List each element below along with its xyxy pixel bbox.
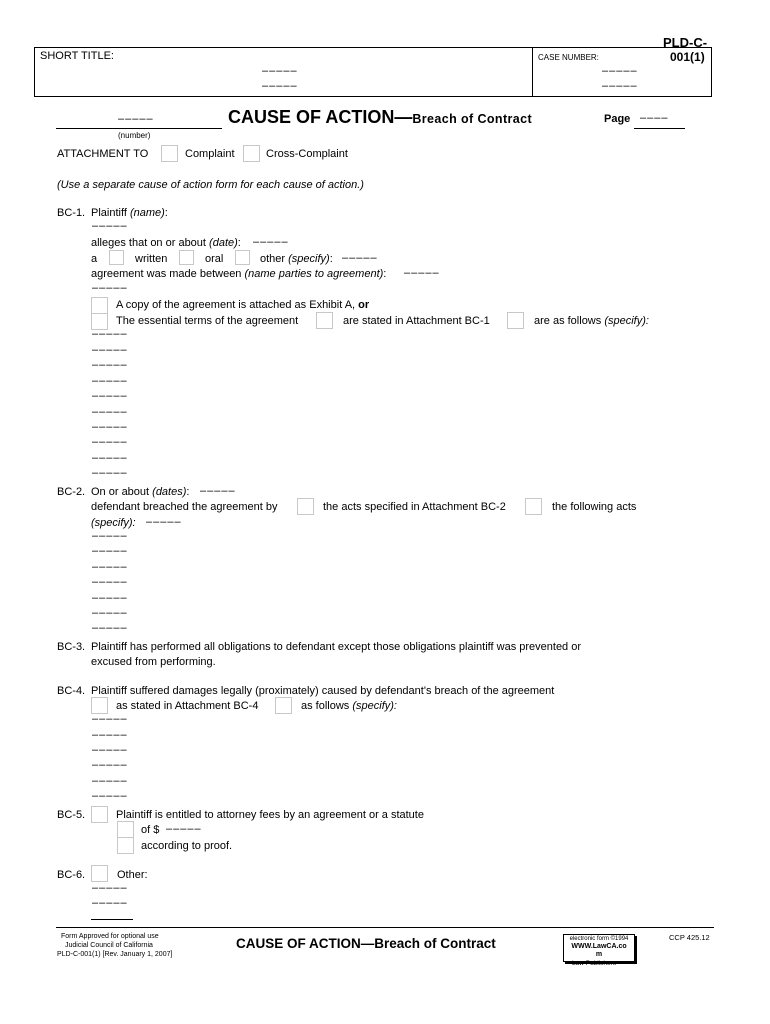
according-to-proof-checkbox[interactable] <box>117 837 134 854</box>
stamp-line-2: WWW.LawCA.co <box>571 943 627 950</box>
exhibit-a-or: or <box>358 299 370 311</box>
bc1-terms-line-6[interactable]: ––––– <box>92 406 128 418</box>
bc1-plaintiff-name-field[interactable]: ––––– <box>92 220 128 232</box>
cause-number-underline <box>56 128 222 129</box>
bc1-colon-4: : <box>383 268 387 280</box>
bc1-terms-line-9[interactable]: ––––– <box>92 452 128 464</box>
bc2-acts-line-2[interactable]: ––––– <box>92 545 128 557</box>
cross-complaint-label: Cross-Complaint <box>266 148 348 160</box>
bc1-terms-line-5[interactable]: ––––– <box>92 390 128 402</box>
case-number-field-2[interactable]: ––––– <box>602 80 638 92</box>
as-follows-bc4-checkbox[interactable] <box>275 697 292 714</box>
footer-ccp: CCP 425.12 <box>669 933 710 942</box>
publisher-stamp <box>563 934 635 962</box>
stamp-line-4: Law Publishers <box>572 960 617 967</box>
bc5-number: BC-5. <box>57 809 86 821</box>
bc4-damages-line-4[interactable]: ––––– <box>92 759 128 771</box>
bc1-terms-line-2[interactable]: ––––– <box>92 344 128 356</box>
bc6-other-label: Other: <box>117 869 148 881</box>
bc4-damages-line-5[interactable]: ––––– <box>92 775 128 787</box>
bc6-other-line-2[interactable]: ––––– <box>92 897 128 909</box>
bc3-line-2: excused from performing. <box>91 656 216 668</box>
bc1-name-parties-hint: (name parties to agreement) <box>244 268 384 280</box>
bc2-acts-line-3[interactable]: ––––– <box>92 561 128 573</box>
as-stated-bc4-checkbox[interactable] <box>91 697 108 714</box>
following-acts-label: the following acts <box>552 501 637 513</box>
bc1-parties-line <box>91 268 386 280</box>
bc1-terms-line-4[interactable]: ––––– <box>92 375 128 387</box>
oral-checkbox[interactable] <box>179 250 194 265</box>
oral-label: oral <box>205 253 224 265</box>
bc4-line-1: Plaintiff suffered damages legally (proximately) caused by defendant's breach of the agreement <box>91 685 555 697</box>
as-follows-bc1-hint: (specify): <box>604 315 649 327</box>
footer-approved-3: PLD-C-001(1) [Rev. January 1, 2007] <box>57 951 173 958</box>
page-label: Page <box>604 113 631 125</box>
short-title-field-1[interactable]: ––––– <box>262 65 298 77</box>
other-specify-field[interactable]: ––––– <box>342 252 378 264</box>
as-follows-bc1-checkbox[interactable] <box>507 312 524 329</box>
as-stated-bc4-label: as stated in Attachment BC-4 <box>116 700 259 712</box>
bc2-acts-line-4[interactable]: ––––– <box>92 576 128 588</box>
bc3-number: BC-3. <box>57 641 86 653</box>
according-to-proof-label: according to proof. <box>141 840 233 852</box>
bc1-name-hint: (name) <box>129 207 165 219</box>
other-checkbox[interactable] <box>235 250 250 265</box>
bc2-number: BC-2. <box>57 486 86 498</box>
as-follows-bc1-line <box>534 315 649 327</box>
page-number-underline <box>634 128 685 129</box>
bc4-damages-line-6[interactable]: ––––– <box>92 790 128 802</box>
bc2-breached-by: defendant breached the agreement by <box>91 501 278 513</box>
attachment-label: ATTACHMENT TO <box>57 148 149 160</box>
bc1-colon: : <box>164 207 168 219</box>
bc4-number: BC-4. <box>57 685 86 697</box>
case-number-label: CASE NUMBER: <box>538 53 599 62</box>
stated-in-bc1-checkbox[interactable] <box>316 312 333 329</box>
written-label: written <box>135 253 168 265</box>
bc2-dates-line <box>91 486 189 498</box>
stamp-line-1: electronic form ©1994 <box>569 936 629 942</box>
attorney-fees-checkbox[interactable] <box>91 806 108 823</box>
bc1-a: a <box>91 253 98 265</box>
bc1-plaintiff-line <box>91 207 168 219</box>
acts-specified-bc2-label: the acts specified in Attachment BC-2 <box>323 501 506 513</box>
essential-terms-label: The essential terms of the agreement <box>116 315 299 327</box>
bc1-terms-line-10[interactable]: ––––– <box>92 467 128 479</box>
bc4-damages-line-3[interactable]: ––––– <box>92 744 128 756</box>
bc2-dates-field[interactable]: ––––– <box>200 485 236 497</box>
bc1-date-hint: (date) <box>209 237 238 249</box>
bc1-agreement-between: agreement was made between <box>91 268 242 280</box>
bc4-damages-line-1[interactable]: ––––– <box>92 713 128 725</box>
bc2-specify-field[interactable]: ––––– <box>146 516 182 528</box>
cause-number-field[interactable]: ––––– <box>118 113 154 125</box>
exhibit-a-checkbox[interactable] <box>91 297 108 314</box>
stated-in-bc1-label: are stated in Attachment BC-1 <box>343 315 490 327</box>
bc2-acts-line-5[interactable]: ––––– <box>92 592 128 604</box>
bc6-other-underline <box>91 919 133 920</box>
bc1-parties-field-2[interactable]: ––––– <box>92 282 128 294</box>
bc2-dates-hint: (dates) <box>152 486 187 498</box>
bc2-acts-line-7[interactable]: ––––– <box>92 622 128 634</box>
acts-specified-bc2-checkbox[interactable] <box>297 498 314 515</box>
bc6-other-line-1[interactable]: ––––– <box>92 882 128 894</box>
number-caption: (number) <box>118 131 151 140</box>
bc1-number: BC-1. <box>57 207 86 219</box>
bc1-terms-line-8[interactable]: ––––– <box>92 436 128 448</box>
as-follows-bc1-label: are as follows <box>534 315 602 327</box>
other-specify-line <box>260 253 333 265</box>
bc2-acts-line-6[interactable]: ––––– <box>92 607 128 619</box>
bc1-parties-field-1[interactable]: ––––– <box>404 267 440 279</box>
as-follows-bc4-hint: (specify): <box>352 700 397 712</box>
stamp-line-3: m <box>595 951 603 958</box>
bc2-on-or-about: On or about <box>91 486 150 498</box>
short-title-label: SHORT TITLE: <box>40 50 114 62</box>
instruction-text: (Use a separate cause of action form for each cause of action.) <box>57 179 364 191</box>
page-title <box>228 107 532 128</box>
bc1-terms-line-7[interactable]: ––––– <box>92 421 128 433</box>
title-main: CAUSE OF ACTION— <box>228 107 413 127</box>
footer-center-title: CAUSE OF ACTION—Breach of Contract <box>236 936 496 951</box>
other-specify-hint: (specify) <box>288 253 330 265</box>
bc4-damages-line-2[interactable]: ––––– <box>92 729 128 741</box>
written-checkbox[interactable] <box>109 250 124 265</box>
bc1-alleges-line <box>91 237 241 249</box>
fees-amount-checkbox[interactable] <box>117 821 134 838</box>
bc1-alleges: alleges that on or about <box>91 237 206 249</box>
bc1-terms-line-3[interactable]: ––––– <box>92 359 128 371</box>
complaint-checkbox[interactable] <box>161 145 178 162</box>
bc1-colon-3: : <box>329 253 333 265</box>
bc1-terms-line-1[interactable]: ––––– <box>92 328 128 340</box>
short-title-field-2[interactable]: ––––– <box>262 80 298 92</box>
form-id-top: PLD-C- <box>663 35 708 50</box>
bc1-plaintiff: Plaintiff <box>91 207 127 219</box>
bc2-specify-hint: (specify): <box>91 517 136 529</box>
following-acts-checkbox[interactable] <box>525 498 542 515</box>
title-sub: Breach of Contract <box>412 112 533 126</box>
other-label: other <box>260 253 286 265</box>
page-number-field[interactable]: –––– <box>640 112 669 124</box>
form-id-top-2: 001(1) <box>670 50 705 64</box>
fees-amount-field[interactable]: ––––– <box>166 823 202 835</box>
exhibit-a-line <box>116 299 369 311</box>
bc3-line-1: Plaintiff has performed all obligations to defendant except those obligations plaintiff was prevented or <box>91 641 582 653</box>
cross-complaint-checkbox[interactable] <box>243 145 260 162</box>
footer-approved-1: Form Approved for optional use <box>61 933 159 940</box>
fees-amount-label: of $ <box>141 824 160 836</box>
bc2-colon: : <box>186 486 190 498</box>
exhibit-a-label: A copy of the agreement is attached as Exhibit A, <box>116 299 356 311</box>
bc6-other-checkbox[interactable] <box>91 865 108 882</box>
complaint-label: Complaint <box>185 148 235 160</box>
case-number-field-1[interactable]: ––––– <box>602 65 638 77</box>
bc5-line-1: Plaintiff is entitled to attorney fees by an agreement or a statute <box>116 809 424 821</box>
header-divider <box>532 47 533 97</box>
as-follows-bc4-label: as follows <box>301 700 350 712</box>
bc1-date-field[interactable]: ––––– <box>253 236 289 248</box>
footer-rule <box>56 927 714 928</box>
footer-approved-2: Judicial Council of California <box>65 942 153 949</box>
bc1-colon-2: : <box>237 237 241 249</box>
as-follows-bc4-line <box>301 700 397 712</box>
bc2-acts-line-1[interactable]: ––––– <box>92 530 128 542</box>
bc6-number: BC-6. <box>57 869 86 881</box>
